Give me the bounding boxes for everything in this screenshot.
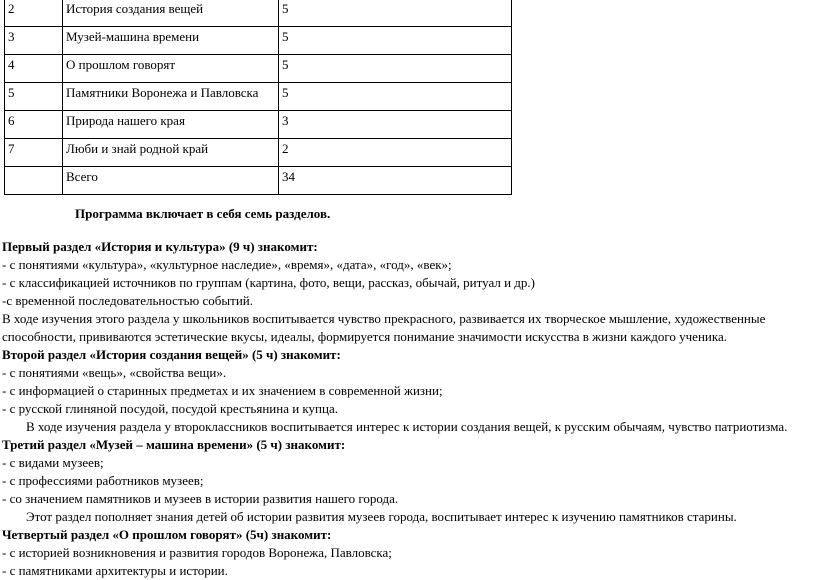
section-hours: 5 [279, 55, 512, 83]
section-title: История создания вещей [63, 0, 279, 27]
section-title: Природа нашего края [63, 111, 279, 139]
total-hours: 34 [279, 167, 512, 195]
program-description [2, 238, 802, 580]
section-title: О прошлом говорят [63, 55, 279, 83]
section-hours: 3 [279, 111, 512, 139]
row-number: 7 [5, 139, 63, 167]
section-hours: 5 [279, 27, 512, 55]
section-title: Памятники Воронежа и Павловска [63, 83, 279, 111]
row-number: 3 [5, 27, 63, 55]
row-number [5, 167, 63, 195]
section-1-item: -с временной последовательностью событий. [2, 293, 253, 308]
section-hours: 2 [279, 139, 512, 167]
section-3-paragraph: Этот раздел пополняет знания детей об истории развития музеев города, воспитывает интерес к изучению памятников старины. [26, 509, 737, 524]
total-label: Всего [63, 167, 279, 195]
section-3-item: - со значением памятников и музеев в истории развития нашего города. [2, 491, 399, 506]
section-4-heading: Четвертый раздел «О прошлом говорят» (5ч) знакомит: [2, 527, 332, 542]
section-2-heading: Второй раздел «История создания вещей» (5 ч) знакомит: [2, 347, 341, 362]
section-1-item: - с классификацией источников по группам (картина, фото, вещи, рассказ, обычай, ритуал и др.) [2, 275, 535, 290]
row-number: 2 [5, 0, 63, 27]
section-1-paragraph: В ходе изучения этого раздела у школьников воспитывается чувство прекрасного, развивается их творческое мышление, художественные способности, прививаются эстетические вкусы, идеалы, формируется понимание значимости искусства в жизни каждого ученика. [2, 311, 766, 344]
section-1-heading: Первый раздел «История и культура» (9 ч) знакомит: [2, 239, 318, 254]
program-heading: Программа включает в себя семь разделов. [75, 206, 331, 221]
table-row [5, 111, 512, 139]
section-2-item: - с русской глиняной посудой, посудой крестьянина и купца. [2, 401, 338, 416]
table-row [5, 139, 512, 167]
section-2-item: - с понятиями «вещь», «свойства вещи». [2, 365, 227, 380]
table-row [5, 55, 512, 83]
section-hours: 5 [279, 0, 512, 27]
section-title: Люби и знай родной край [63, 139, 279, 167]
table-row-total [5, 167, 512, 195]
section-4-item: - с памятниками архитектуры и истории. [2, 563, 228, 578]
section-title: Музей-машина времени [63, 27, 279, 55]
section-3-heading: Третий раздел «Музей – машина времени» (5 ч) знакомит: [2, 437, 346, 452]
section-3-item: - с профессиями работников музеев; [2, 473, 204, 488]
section-2-paragraph: В ходе изучения раздела у второклассников воспитывается интерес к истории создания вещей, к русским обычаям, чувство патриотизма. [26, 419, 788, 434]
section-3-item: - с видами музеев; [2, 455, 104, 470]
row-number: 5 [5, 83, 63, 111]
table-row [5, 0, 512, 27]
table-row [5, 83, 512, 111]
section-2-item: - с информацией о старинных предметах и их значением в современной жизни; [2, 383, 443, 398]
table-row [5, 27, 512, 55]
row-number: 6 [5, 111, 63, 139]
section-4-item: - с историей возникновения и развития городов Воронежа, Павловска; [2, 545, 392, 560]
section-1-item: - с понятиями «культура», «культурное наследие», «время», «дата», «год», «век»; [2, 257, 452, 272]
section-hours: 5 [279, 83, 512, 111]
row-number: 4 [5, 55, 63, 83]
program-table [4, 0, 512, 195]
